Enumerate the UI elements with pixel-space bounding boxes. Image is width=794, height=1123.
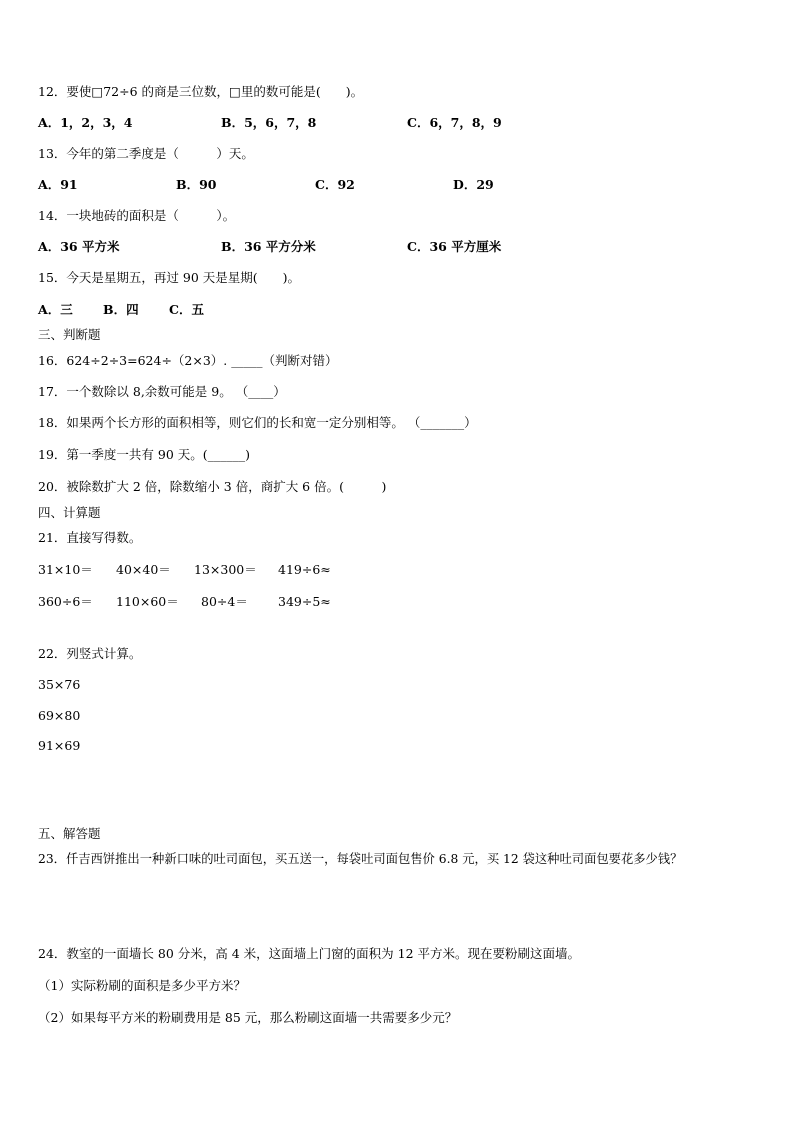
q15-option-c: C．五 bbox=[169, 302, 204, 317]
question-23: 23．仟吉西饼推出一种新口味的吐司面包，买五送一，每袋吐司面包售价 6.8 元，买 12 袋这种吐司面包要花多少钱？ bbox=[38, 852, 683, 866]
question-19: 19．第一季度一共有 90 天。(______) bbox=[38, 447, 251, 462]
q21-item: 110×60＝ bbox=[116, 594, 179, 609]
q13-option-d: D．29 bbox=[453, 177, 494, 192]
q21-item: 419÷6≈ bbox=[278, 562, 331, 577]
q22-item: 69×80 bbox=[38, 708, 81, 723]
q24-subquestion-2: （2）如果每平方米的粉刷费用是 85 元，那么粉刷这面墙一共需要多少元？ bbox=[38, 1010, 458, 1025]
question-20: 20．被除数扩大 2 倍，除数缩小 3 倍，商扩大 6 倍。( ) bbox=[38, 479, 387, 494]
q21-item: 349÷5≈ bbox=[278, 594, 331, 609]
q13-option-a: A．91 bbox=[38, 177, 78, 192]
q12-option-c: C．6，7，8，9 bbox=[407, 115, 502, 130]
q22-item: 91×69 bbox=[38, 738, 81, 753]
question-15: 15．今天是星期五，再过 90 天是星期( )。 bbox=[38, 270, 301, 285]
q12-option-b: B．5，6，7，8 bbox=[221, 115, 317, 130]
q21-item: 40×40＝ bbox=[116, 562, 171, 577]
question-17: 17．一个数除以 8,余数可能是 9。 （____） bbox=[38, 384, 286, 399]
question-13: 13．今年的第二季度是（ ）天。 bbox=[38, 146, 254, 161]
q22-item: 35×76 bbox=[38, 677, 81, 692]
question-12: 12．要使□72÷6 的商是三位数，□里的数可能是( )。 bbox=[38, 84, 364, 99]
q21-item: 360÷6＝ bbox=[38, 594, 93, 609]
section-heading-judgement: 三、判断题 bbox=[38, 327, 101, 342]
q24-subquestion-1: （1）实际粉刷的面积是多少平方米？ bbox=[38, 978, 246, 993]
q15-option-b: B．四 bbox=[103, 302, 139, 317]
q12-option-a: A．1，2，3，4 bbox=[38, 115, 133, 130]
q14-option-a: A．36 平方米 bbox=[38, 239, 120, 254]
question-24: 24．教室的一面墙长 80 分米，高 4 米，这面墙上门窗的面积为 12 平方米。现在要粉刷这面墙。 bbox=[38, 946, 581, 961]
question-22: 22．列竖式计算。 bbox=[38, 646, 142, 661]
q21-item: 31×10＝ bbox=[38, 562, 93, 577]
q13-option-b: B．90 bbox=[176, 177, 217, 192]
q14-option-b: B．36 平方分米 bbox=[221, 239, 316, 254]
question-18: 18．如果两个长方形的面积相等，则它们的长和宽一定分别相等。 （_______） bbox=[38, 415, 477, 430]
question-14: 14．一块地砖的面积是（ ）。 bbox=[38, 208, 236, 223]
section-heading-calculation: 四、计算题 bbox=[38, 505, 101, 520]
q21-item: 80÷4＝ bbox=[201, 594, 248, 609]
question-16: 16．624÷2÷3=624÷（2×3）. _____（判断对错） bbox=[38, 353, 338, 368]
q21-item: 13×300＝ bbox=[194, 562, 257, 577]
q13-option-c: C．92 bbox=[315, 177, 355, 192]
section-heading-word-problems: 五、解答题 bbox=[38, 826, 101, 841]
question-21: 21．直接写得数。 bbox=[38, 530, 142, 545]
q15-option-a: A．三 bbox=[38, 302, 73, 317]
q14-option-c: C．36 平方厘米 bbox=[407, 239, 502, 254]
